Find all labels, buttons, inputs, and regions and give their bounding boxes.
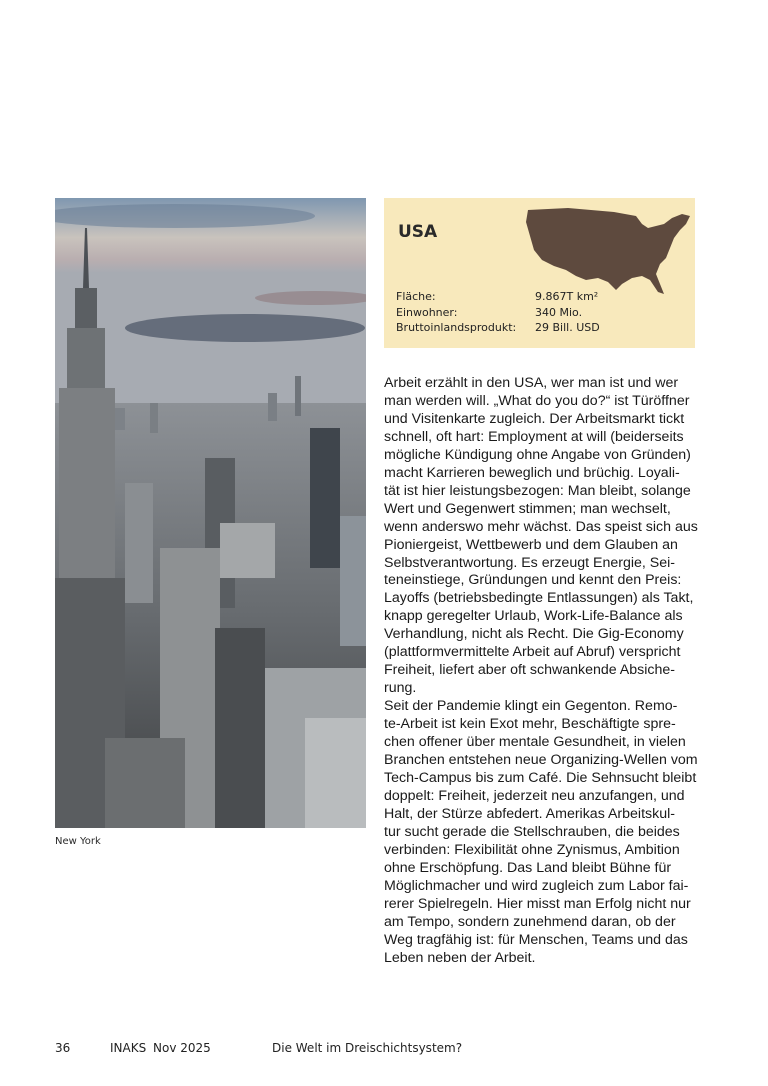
article-line: Selbstverantwortung. Es erzeugt Energie, Sei- xyxy=(384,554,675,571)
article-line: Tech-Campus bis zum Café. Die Sehnsucht bleibt xyxy=(384,769,697,786)
article-line: Halt, der Stürze abfedert. Amerikas Arbeitskul- xyxy=(384,805,675,822)
issue-date: Nov 2025 xyxy=(153,1041,211,1055)
factbox-label: Bruttoinlandsprodukt: xyxy=(396,321,517,334)
article-line: Pioniergeist, Wettbewerb und dem Glauben an xyxy=(384,536,678,553)
skyline-illustration xyxy=(55,198,366,828)
article-line: wenn anderswo mehr wächst. Das speist sich aus xyxy=(384,518,698,535)
factbox-value: 340 Mio. xyxy=(535,305,583,319)
article-line: tur sucht gerade die Stellschrauben, die beides xyxy=(384,823,680,840)
photo-caption: New York xyxy=(55,836,101,847)
article-line: Branchen entstehen neue Organizing-Wellen vom xyxy=(384,752,698,769)
magazine-title: Die Welt im Dreischichtsystem? xyxy=(272,1041,463,1055)
factbox-row-area xyxy=(396,289,600,305)
article-line: verbinden: Flexibilität ohne Zynismus, Ambition xyxy=(384,841,680,858)
factbox-label: Einwohner: xyxy=(396,305,458,319)
article-line: Wert und Gegenwert stimmen; man wechselt, xyxy=(384,500,671,517)
article-line: und Visitenkarte zugleich. Der Arbeitsmarkt tickt xyxy=(384,410,685,427)
factbox-value: 9.867T km² xyxy=(535,290,599,303)
factbox-row-gdp xyxy=(396,320,600,336)
factbox-value: 29 Bill. USD xyxy=(535,321,600,334)
article-line: Verhandlung, nicht als Recht. Die Gig-Economy xyxy=(384,626,684,643)
article-line: Seit der Pandemie klingt ein Gegenton. Remo- xyxy=(384,698,678,715)
article-line: Freiheit, liefert aber oft schwankende Absiche- xyxy=(384,662,675,679)
article-line: macht Karrieren beweglich und brüchig. Loyali- xyxy=(384,464,680,481)
article-line: doppelt: Freiheit, jederzeit neu anzufangen, und xyxy=(384,787,685,804)
article-line: mögliche Kündigung ohne Angabe von Gründen) xyxy=(384,446,691,463)
article-line: ohne Erschöpfung. Das Land bleibt Bühne für xyxy=(384,859,672,876)
page-footer xyxy=(0,1041,768,1061)
article-line: Layoffs (betriebsbedingte Entlassungen) als Takt, xyxy=(384,590,694,607)
article-line: te-Arbeit ist kein Exot mehr, Beschäftigte spre- xyxy=(384,716,676,733)
article-line: chen offener über mentale Gesundheit, in vielen xyxy=(384,734,686,751)
factbox-label: Fläche: xyxy=(396,290,436,303)
article-line: knapp geregelter Urlaub, Work-Life-Balance als xyxy=(384,608,683,625)
factbox-title: USA xyxy=(398,222,438,242)
article-line: Weg tragfähig ist: für Menschen, Teams und das xyxy=(384,931,688,948)
page-number: 36 xyxy=(55,1041,71,1055)
usa-map-icon xyxy=(524,204,694,296)
article-line: Arbeit erzählt in den USA, wer man ist und wer xyxy=(384,375,679,391)
article-line: teneinstiege, Gründungen und kennt den Preis: xyxy=(384,572,682,589)
article-line: (plattformvermittelte Arbeit auf Abruf) verspricht xyxy=(384,644,681,661)
factbox-rows xyxy=(396,289,600,336)
article-line: tät ist hier leistungsbezogen: Man bleibt, solange xyxy=(384,482,691,499)
article-line: am Tempo, sondern zunehmend daran, ob der xyxy=(384,913,676,930)
article-body xyxy=(384,375,704,967)
magazine-name: INAKS xyxy=(110,1041,147,1055)
article-line: man werden will. „What do you do?“ ist Türöffner xyxy=(384,392,690,409)
new-york-photo xyxy=(55,198,366,828)
article-line: Leben neben der Arbeit. xyxy=(384,949,536,966)
factbox-row-population xyxy=(396,305,600,321)
article-line: rerer Spielregeln. Hier misst man Erfolg nicht nur xyxy=(384,895,691,912)
country-factbox xyxy=(384,198,695,348)
article-line: schnell, oft hart: Employment at will (beiderseits xyxy=(384,428,684,445)
article-line: rung. xyxy=(384,680,417,697)
article-line: Möglichmacher und wird zugleich zum Labor fai- xyxy=(384,877,689,894)
